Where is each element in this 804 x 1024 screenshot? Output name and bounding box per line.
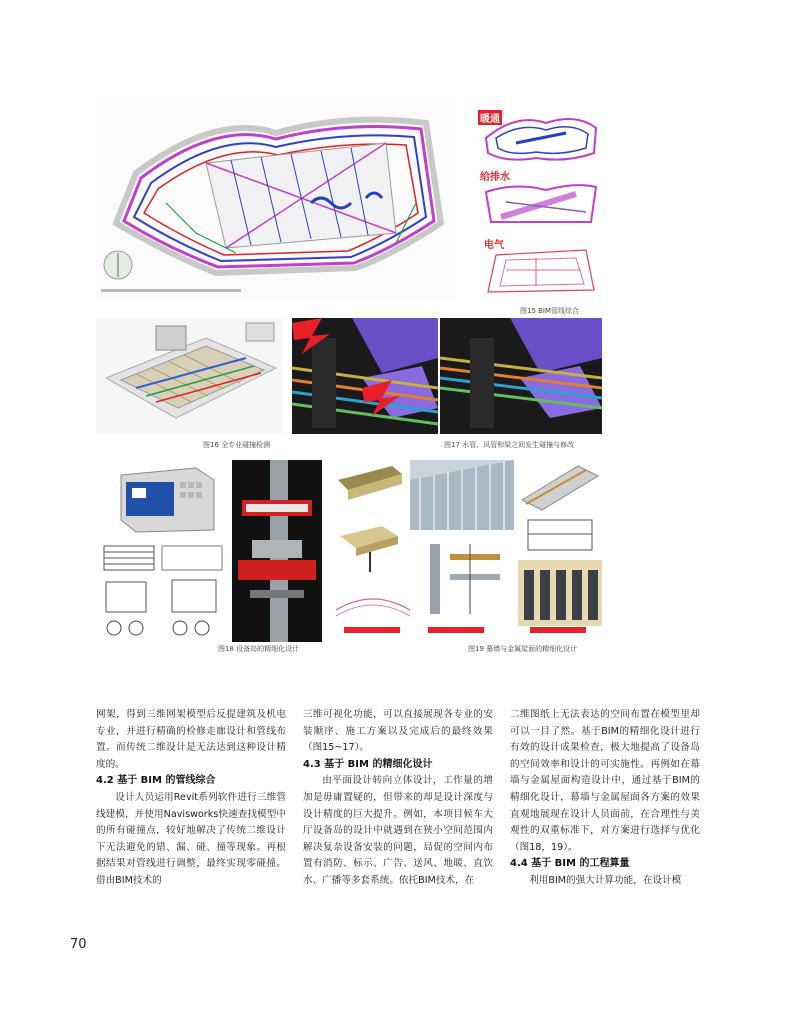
col1-paragraph-1: 网架，得到三维网架模型后反提建筑及机电专业，并进行精确的检修走廊设计和管线布置。而传统二维设计是无法达到这种设计精度的。 [96, 709, 286, 770]
text-column-1 [96, 707, 286, 890]
fig17-before [292, 318, 438, 434]
fig19-facade-detail [410, 534, 514, 626]
text-column-2 [303, 707, 493, 890]
fig16-caption: 图16 全专业碰撞检测 [203, 441, 271, 449]
col2-paragraph-2: 由平面设计转向立体设计，工作量的增加是毋庸置疑的，但带来的却是设计深度与设计精度的巨大提升。例如，本项目候车大厅设备岛的设计中就遇到在狭小空间范围内解决复杂设备安装的问题，局促的空间内布置有消防、标示、广告、送风、地暖、直饮水、广播等多套系统。依托BIM技术，在 [303, 775, 493, 886]
col2-paragraph-1: 三维可视化功能，可以直接展现各专业的安装顺序、施工方案以及完成后的最终效果（图15~17）。 [303, 709, 493, 754]
fig17-caption: 图17 水管、风管和梁之间发生碰撞与修改 [444, 441, 575, 449]
fig15-label-plumbing: 给排水 [480, 172, 510, 183]
fig19-section-drawing [518, 514, 602, 558]
section-heading-4-4: 4.4 基于 BIM 的工程算量 [510, 858, 630, 870]
fig18-device-island-drawings [96, 542, 228, 642]
fig18-device-island-section [232, 460, 322, 642]
fig15-main-plan [96, 103, 456, 299]
fig17-after [440, 318, 602, 434]
fig15-caption: 图15 BIM管线综合 [520, 307, 580, 315]
fig19-roof-curve [332, 580, 414, 626]
fig19-caption: 图19 幕墙与金属屋面的精细化设计 [468, 645, 578, 653]
fig18-device-island-render [96, 460, 228, 540]
fig19-curtain-wall-photo [410, 460, 514, 530]
col3-paragraph-2: 利用BIM的强大计算功能，在设计模 [529, 874, 682, 886]
section-heading-4-3: 4.3 基于 BIM 的精细化设计 [303, 758, 433, 770]
fig19-red-tag-3 [530, 627, 586, 633]
fig15-label-hvac: 暖通 [478, 110, 502, 125]
section-heading-4-2: 4.2 基于 BIM 的管线综合 [96, 775, 216, 787]
fig19-red-tag-1 [344, 627, 400, 633]
fig15-label-electrical: 电气 [484, 240, 504, 251]
fig19-roof-edge-model [518, 460, 602, 512]
page-number: 70 [70, 937, 87, 952]
col1-paragraph-2: 设计人员运用Revit系列软件进行三维管线建模，并使用Navisworks快速查找模型中的所有碰撞点，较好地解决了传统二维设计下无法避免的错、漏、碰、撞等现象。再根据结果对管线进行调整，最终实现零碰撞。借由BIM技术的 [96, 791, 286, 886]
col3-paragraph-1: 二维图纸上无法表达的空间布置在模型里却可以一目了然。基于BIM的精细化设计进行有效的设计成果检查，极大地提高了设备岛的空间效率和设计的可实施性。再例如在幕墙与金属屋面构造设计中，通过基于BIM的精细化设计，幕墙与金属屋面各方案的效果直观地展现在设计人员面前，在合理性与美观性的双重标准下，对方案进行选择与优化（图18，19）。 [510, 709, 700, 853]
fig18-caption: 图18 设备岛的精细化设计 [218, 645, 300, 653]
text-column-3 [510, 707, 700, 890]
fig19-red-tag-2 [428, 627, 484, 633]
fig16-collision-model [96, 318, 282, 434]
fig19-building-photo [518, 560, 602, 626]
fig19-roof-detail-1 [332, 460, 406, 516]
fig19-roof-detail-2 [332, 518, 406, 578]
